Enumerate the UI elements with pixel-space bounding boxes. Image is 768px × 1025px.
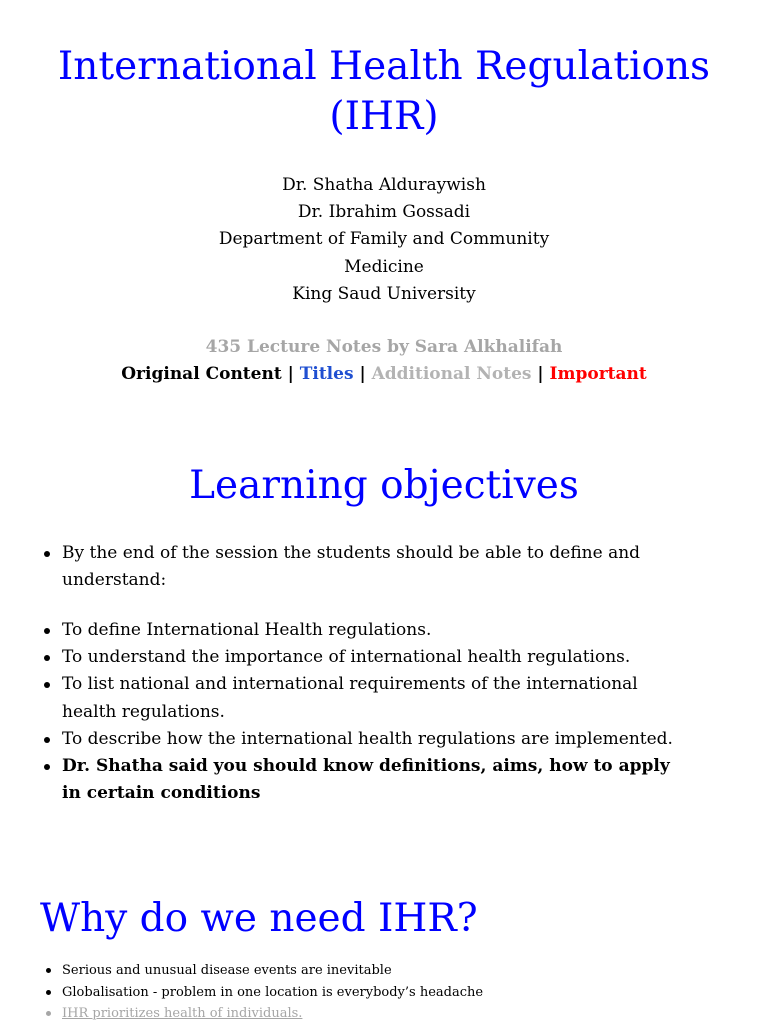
authors-block	[0, 172, 768, 308]
notes-credit: 435 Lecture Notes by Sara Alkhalifah	[205, 337, 563, 357]
page-title-line-2: (IHR)	[329, 94, 439, 139]
page-title-line-1: International Health Regulations	[57, 44, 711, 89]
objectives-list	[40, 617, 680, 807]
intro-list	[40, 540, 680, 594]
learning-objectives-heading: Learning objectives	[189, 463, 579, 508]
legend-separator: |	[353, 364, 372, 384]
department-line: Department of Family and Community	[218, 229, 550, 250]
list-item: To define International Health regulations.	[40, 617, 680, 644]
list-item: To describe how the international health regulations are implemented.	[40, 726, 680, 753]
important-note-item: Dr. Shatha said you should know definitions, aims, how to apply in certain conditions	[40, 753, 680, 807]
university-name: King Saud University	[292, 283, 476, 304]
legend-additional-notes: Additional Notes	[371, 364, 532, 384]
legend-separator: |	[281, 364, 300, 384]
color-legend	[0, 361, 768, 387]
additional-note-item: IHR prioritizes health of individuals.	[44, 1003, 724, 1025]
legend-important: Important	[549, 364, 647, 384]
legend-titles: Titles	[299, 364, 354, 384]
list-item: To list national and international requirements of the international health regulations.	[40, 671, 680, 725]
author-name: Dr. Ibrahim Gossadi	[297, 202, 471, 223]
legend-separator: |	[531, 364, 550, 384]
legend-original-content: Original Content	[121, 364, 282, 384]
list-item: By the end of the session the students should be able to define and understand:	[40, 540, 680, 594]
author-name: Dr. Shatha Alduraywish	[282, 175, 486, 195]
list-item: Globalisation - problem in one location is everybody’s headache	[44, 982, 724, 1004]
list-item: To understand the importance of international health regulations.	[40, 644, 680, 671]
list-item: Serious and unusual disease events are inevitable	[44, 960, 724, 982]
why-ihr-list	[44, 960, 724, 1025]
department-line: Medicine	[344, 256, 424, 277]
why-ihr-heading: Why do we need IHR?	[40, 896, 478, 941]
